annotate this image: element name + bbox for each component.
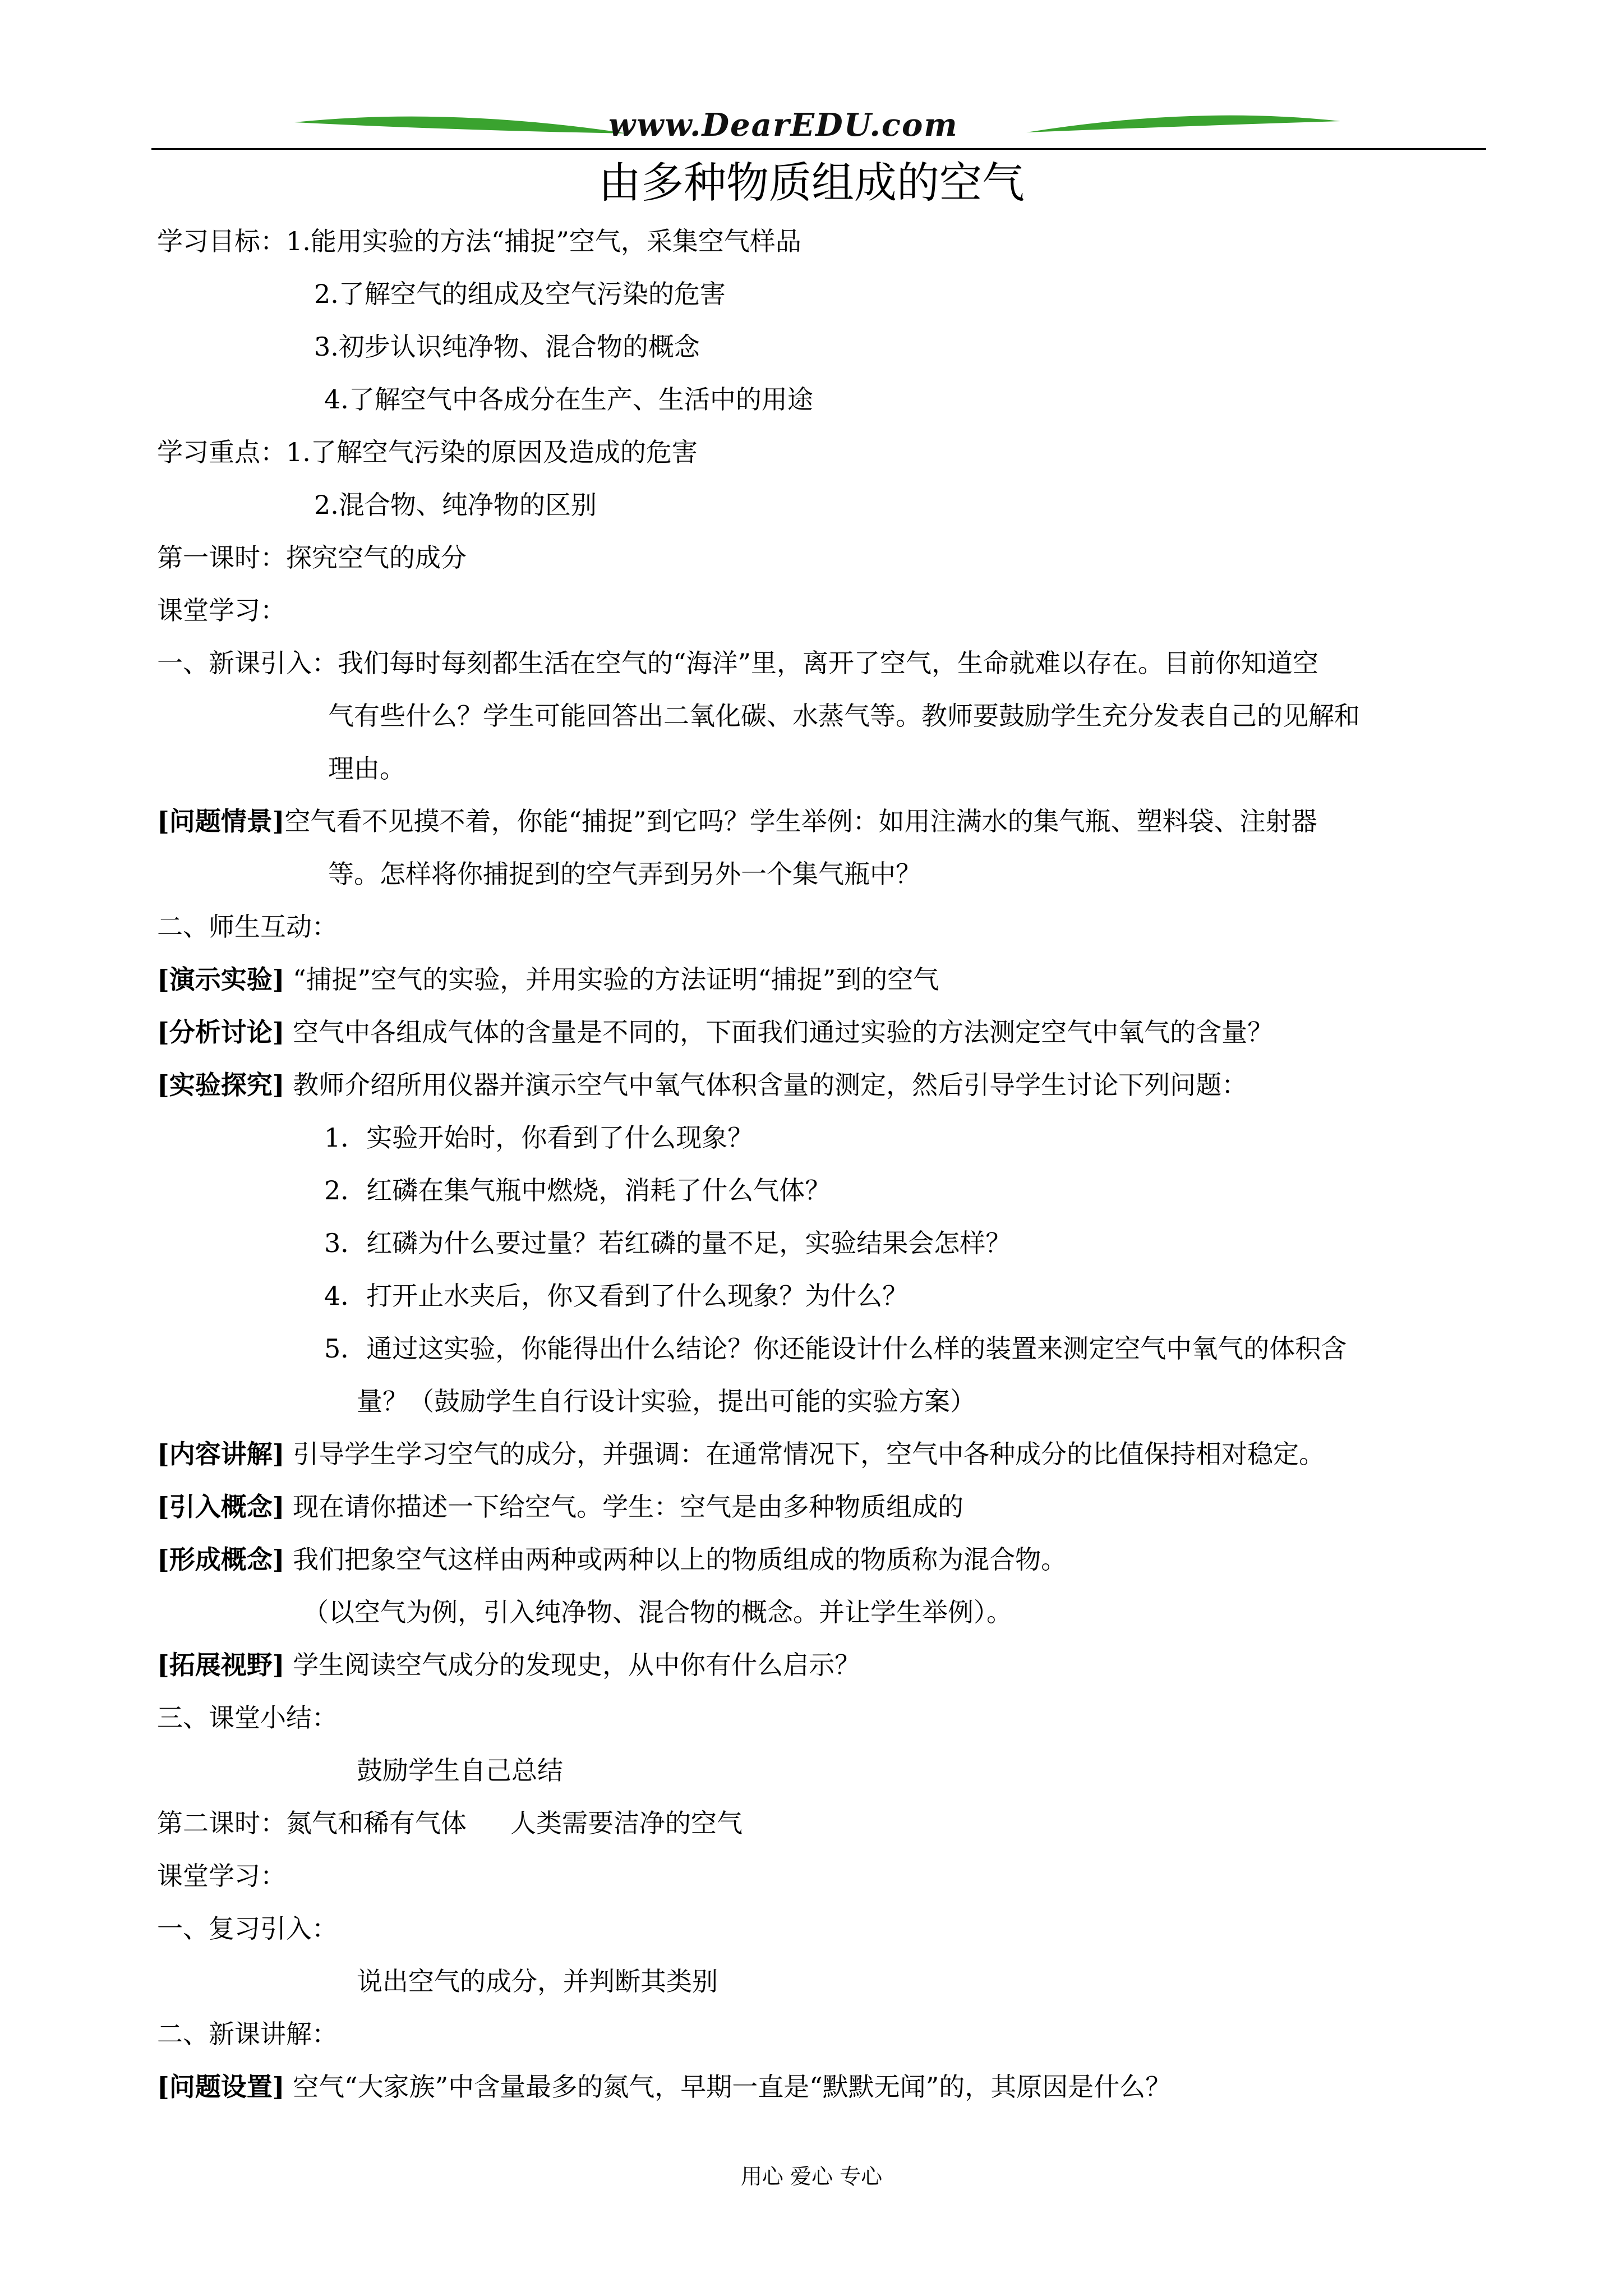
question-tag: [问题设置] bbox=[157, 2072, 285, 2102]
right-swoosh bbox=[1026, 116, 1340, 132]
scenario-text: 空气看不见摸不着，你能“捕捉”到它吗？学生举例：如用注满水的集气瓶、塑料袋、注射器 bbox=[284, 806, 1317, 836]
demo-text: “捕捉”空气的实验，并用实验的方法证明“捕捉”到的空气 bbox=[293, 964, 939, 995]
left-swoosh bbox=[294, 117, 628, 134]
lesson1-heading: 第一课时：探究空气的成分 bbox=[157, 542, 467, 573]
lesson2-heading bbox=[157, 1806, 743, 1840]
header-rule bbox=[151, 148, 1486, 150]
review-label: 一、复习引入： bbox=[157, 1913, 338, 1944]
question-text: 空气“大家族”中含量最多的氮气，早期一直是“默默无闻”的，其原因是什么？ bbox=[293, 2072, 1172, 2102]
expand-line bbox=[157, 1648, 860, 1682]
summary-label: 三、课堂小结： bbox=[157, 1703, 338, 1733]
lesson2-heading-a: 第二课时：氮气和稀有气体 bbox=[157, 1808, 467, 1838]
intro-text: 气有些什么？学生可能回答出二氧化碳、水蒸气等。教师要鼓励学生充分发表自己的见解和 bbox=[328, 701, 1360, 731]
concept-intro-line bbox=[157, 1490, 963, 1524]
focus-line-1 bbox=[157, 435, 698, 469]
concept-form-note: （以空气为例，引入纯净物、混合物的概念。并让学生举例）。 bbox=[303, 1597, 1012, 1627]
content-text: 引导学生学习空气的成分，并强调：在通常情况下，空气中各种成分的比值保持相对稳定。 bbox=[293, 1439, 1325, 1469]
explore-tag: [实验探究] bbox=[157, 1070, 285, 1100]
focus-item: 2.混合物、纯净物的区别 bbox=[314, 490, 597, 520]
interaction-label: 二、师生互动： bbox=[157, 912, 338, 942]
focus-item: 1.了解空气污染的原因及造成的危害 bbox=[286, 437, 698, 467]
expand-tag: [拓展视野] bbox=[157, 1650, 285, 1680]
analysis-tag: [分析讨论] bbox=[157, 1017, 285, 1047]
goal-item: 4.了解空气中各成分在生产、生活中的用途 bbox=[324, 384, 813, 415]
content-line bbox=[157, 1437, 1325, 1471]
goal-item: 2.了解空气的组成及空气污染的危害 bbox=[314, 279, 726, 309]
content-tag: [内容讲解] bbox=[157, 1439, 285, 1469]
concept-form-text: 我们把象空气这样由两种或两种以上的物质组成的物质称为混合物。 bbox=[293, 1544, 1067, 1575]
summary-text: 鼓励学生自己总结 bbox=[357, 1755, 563, 1786]
scenario-text: 等。怎样将你捕捉到的空气弄到另外一个集气瓶中？ bbox=[328, 859, 921, 889]
demo-line bbox=[157, 963, 939, 996]
scenario-tag: [问题情景] bbox=[157, 806, 285, 836]
demo-tag: [演示实验] bbox=[157, 964, 285, 995]
analysis-text: 空气中各组成气体的含量是不同的，下面我们通过实验的方法测定空气中氧气的含量？ bbox=[293, 1017, 1274, 1047]
goal-item: 3.初步认识纯净物、混合物的概念 bbox=[314, 332, 700, 362]
site-logo-text: www.DearEDU.com bbox=[608, 107, 958, 144]
concept-form-tag: [形成概念] bbox=[157, 1544, 285, 1575]
explore-question: 3．红磷为什么要过量？若红磷的量不足，实验结果会怎样？ bbox=[324, 1228, 1012, 1258]
intro-text: 我们每时每刻都生活在空气的“海洋”里，离开了空气，生命就难以存在。目前你知道空 bbox=[338, 648, 1319, 678]
expand-text: 学生阅读空气成分的发现史，从中你有什么启示？ bbox=[293, 1650, 861, 1680]
explore-question: 2．红磷在集气瓶中燃烧，消耗了什么气体？ bbox=[324, 1175, 831, 1205]
intro-text: 理由。 bbox=[328, 753, 405, 784]
explore-question: 5．通过这实验，你能得出什么结论？你还能设计什么样的装置来测定空气中氧气的体积含 bbox=[324, 1333, 1347, 1364]
focus-label: 学习重点： bbox=[157, 437, 286, 467]
explore-text: 教师介绍所用仪器并演示空气中氧气体积含量的测定，然后引导学生讨论下列问题： bbox=[293, 1070, 1248, 1100]
explore-line bbox=[157, 1068, 1247, 1102]
explore-question: 量？（鼓励学生自行设计实验，提出可能的实验方案） bbox=[357, 1386, 976, 1416]
explore-question: 1．实验开始时，你看到了什么现象？ bbox=[324, 1122, 754, 1153]
goals-line-1 bbox=[157, 224, 801, 258]
page-footer: 用心 爱心 专心 bbox=[740, 2164, 883, 2189]
scenario-line-1 bbox=[157, 804, 1317, 838]
lesson1-classroom-label: 课堂学习： bbox=[157, 595, 286, 625]
concept-intro-text: 现在请你描述一下给空气。学生：空气是由多种物质组成的 bbox=[293, 1492, 964, 1522]
concept-form-line bbox=[157, 1543, 1067, 1576]
analysis-line bbox=[157, 1015, 1273, 1049]
page-header bbox=[0, 0, 1623, 163]
new-lesson-label: 二、新课讲解： bbox=[157, 2019, 338, 2049]
lesson2-classroom-label: 课堂学习： bbox=[157, 1861, 286, 1891]
goal-item: 1.能用实验的方法“捕捉”空气，采集空气样品 bbox=[286, 226, 801, 256]
goals-label: 学习目标： bbox=[157, 226, 286, 256]
page-title: 由多种物质组成的空气 bbox=[598, 158, 1025, 208]
lesson2-heading-b: 人类需要洁净的空气 bbox=[510, 1808, 743, 1838]
concept-intro-tag: [引入概念] bbox=[157, 1492, 285, 1522]
review-text: 说出空气的成分，并判断其类别 bbox=[357, 1966, 718, 1996]
intro-label: 一、新课引入： bbox=[157, 648, 338, 678]
intro-line-1 bbox=[157, 646, 1318, 680]
question-line bbox=[157, 2070, 1171, 2104]
explore-question: 4．打开止水夹后，你又看到了什么现象？为什么？ bbox=[324, 1281, 909, 1311]
